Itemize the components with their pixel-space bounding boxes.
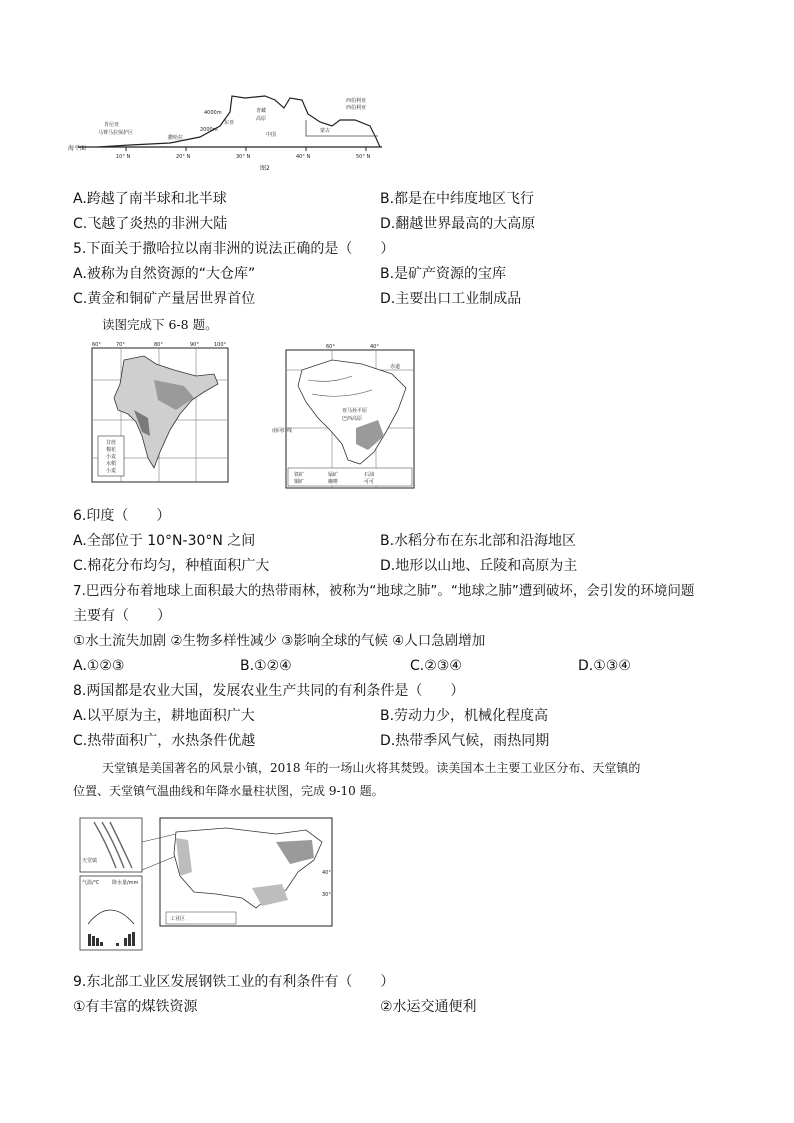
precip-label: 降水量/mm xyxy=(112,880,139,886)
q8-stem: 8.两国都是农业大国，发展农业生产共同的有利条件是（ ） xyxy=(73,683,465,699)
india-tick-80: 80° xyxy=(154,342,163,348)
h4000-label: 4000m xyxy=(204,110,222,116)
india-legend-4: 水稻 xyxy=(106,461,117,467)
profile-figure xyxy=(70,90,390,172)
q4-option-a: A.跨越了南半球和北半球 xyxy=(73,191,227,207)
brazil-map xyxy=(272,340,422,495)
amazon-label: 亚马孙平原 xyxy=(342,408,368,414)
q9-item-2: ②水运交通便利 xyxy=(380,999,477,1015)
q8-option-b: B.劳动力少，机械化程度高 xyxy=(380,708,549,724)
intro-9-10-line2: 位置、天堂镇气温曲线和年降水量柱状图，完成 9-10 题。 xyxy=(73,784,384,798)
brazil-legend-1: 铁矿 xyxy=(294,472,305,478)
reserve2-label: 马赛马拉保护区 xyxy=(98,130,134,136)
brazil-legend-6: 可可 xyxy=(364,479,375,485)
q8-option-d: D.热带季风气候，雨热同期 xyxy=(380,733,550,749)
siberia1-label: 西伯利亚 xyxy=(346,98,367,104)
tick-40n: 40° N xyxy=(296,154,311,160)
usa-tick-40: 40° xyxy=(322,870,331,876)
tropic-label: 南回归线 xyxy=(272,428,293,434)
mongol-label: 蒙古 xyxy=(320,128,331,134)
q7-option-d: D.①③④ xyxy=(578,658,631,674)
equator-label: 赤道 xyxy=(390,364,401,370)
intro-6-8: 读图完成下 6-8 题。 xyxy=(102,317,218,332)
brazil-legend-4: 铜矿 xyxy=(294,479,305,485)
q7-option-c: C.②③④ xyxy=(410,658,462,674)
q6-option-b: B.水稻分布在东北部和沿海地区 xyxy=(380,533,577,549)
q5-option-b: B.是矿产资源的宝库 xyxy=(380,266,507,282)
tibet-label: 青藏 xyxy=(256,108,267,114)
brazil-plateau-label: 巴西高原 xyxy=(342,416,363,422)
usa-map-svg xyxy=(76,812,338,958)
q7-stem-line1: 7.巴西分布着地球上面积最大的热带雨林，被称为“地球之肺”。“地球之肺”遭到破坏，会引发的环境问题 xyxy=(73,583,695,599)
india-legend-5: 小麦 xyxy=(106,468,117,474)
brazil-tick-60: 60° xyxy=(326,344,335,350)
india-tick-70: 70° xyxy=(116,342,125,348)
brazil-map-svg xyxy=(272,340,422,495)
brazil-legend-5: 咖啡 xyxy=(328,479,339,485)
brazil-tick-40: 40° xyxy=(370,344,379,350)
h2000-label: 2000m xyxy=(200,127,218,133)
siberia2-label: 西伯利亚 xyxy=(346,105,367,111)
india-map-svg xyxy=(84,340,234,490)
q9-item-1: ①有丰富的煤铁资源 xyxy=(73,999,198,1015)
q4-option-c: C.飞越了炎热的非洲大陆 xyxy=(73,216,228,232)
india-legend-2: 棉花 xyxy=(106,447,117,453)
q5-option-d: D.主要出口工业制成品 xyxy=(380,291,522,307)
brazil-legend-3: 石油 xyxy=(364,472,375,478)
q6-option-d: D.地形以山地、丘陵和高原为主 xyxy=(380,558,578,574)
fig2-caption: 图2 xyxy=(260,165,270,172)
east-label: 东亚 xyxy=(224,120,235,126)
sea-level-label: 海平面 xyxy=(68,145,87,152)
india-legend-1: 甘蔗 xyxy=(106,440,117,446)
q6-option-c: C.棉花分布均匀，种植面积广大 xyxy=(73,558,270,574)
q9-stem: 9.东北部工业区发展钢铁工业的有利条件有（ ） xyxy=(73,974,395,990)
tick-30n: 30° N xyxy=(236,154,251,160)
plateau-label: 高原 xyxy=(256,116,267,122)
reserve-label: 肯尼亚 xyxy=(104,122,120,128)
q4-option-b: B.都是在中纬度地区飞行 xyxy=(380,191,535,207)
q8-option-c: C.热带面积广，水热条件优越 xyxy=(73,733,256,749)
tick-10n: 10° N xyxy=(116,154,131,160)
industry-label: 工业区 xyxy=(170,916,186,922)
q6-stem: 6.印度（ ） xyxy=(73,508,171,524)
usa-map xyxy=(76,812,338,958)
india-tick-90: 90° xyxy=(190,342,199,348)
temp-label: 气温/℃ xyxy=(82,880,100,886)
q7-items: ①水土流失加剧 ②生物多样性减少 ③影响全球的气候 ④人口急剧增加 xyxy=(73,633,486,649)
usa-tick-30: 30° xyxy=(322,892,331,898)
q7-option-a: A.①②③ xyxy=(73,658,125,674)
q5-option-c: C.黄金和铜矿产量居世界首位 xyxy=(73,291,256,307)
q4-option-d: D.翻越世界最高的大高原 xyxy=(380,216,536,232)
sahara-label: 撒哈拉 xyxy=(168,135,184,141)
india-legend-3: 小麦 xyxy=(106,454,117,460)
india-tick-60: 60° xyxy=(92,342,101,348)
q8-option-a: A.以平原为主，耕地面积广大 xyxy=(73,708,255,724)
q5-option-a: A.被称为自然资源的“大仓库” xyxy=(73,266,256,282)
intro-9-10-line1: 天堂镇是美国著名的风景小镇，2018 年的一场山火将其焚毁。读美国本土主要工业区分布、天堂镇的 xyxy=(102,761,641,775)
brazil-legend-2: 锰矿 xyxy=(328,472,339,478)
india-tick-100: 100° xyxy=(214,342,227,348)
q6-option-a: A.全部位于 10°N-30°N 之间 xyxy=(73,533,256,549)
q7-option-b: B.①②④ xyxy=(240,658,292,674)
q5-stem: 5.下面关于撒哈拉以南非洲的说法正确的是（ ） xyxy=(73,241,395,257)
china-label: 中国 xyxy=(266,132,277,138)
q7-stem-line2: 主要有（ ） xyxy=(73,608,171,624)
paradise-label: 天堂镇 xyxy=(82,858,98,864)
profile-chart xyxy=(70,90,390,172)
tick-20n: 20° N xyxy=(176,154,191,160)
india-map xyxy=(84,340,234,490)
tick-50n: 50° N xyxy=(356,154,371,160)
